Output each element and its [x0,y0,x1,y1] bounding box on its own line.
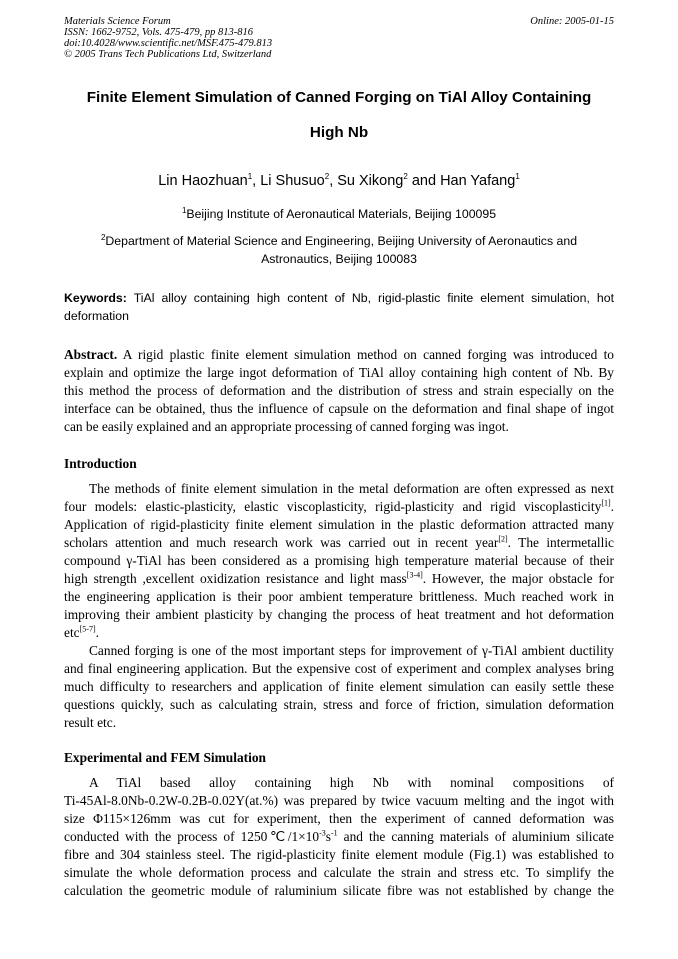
intro-p1-line-7: the engineering application is their poor ambient temperature brittleness. Much reached work in [64,589,614,604]
keywords-text: TiAl alloy containing high content of Nb, rigid-plastic finite element simulation, hot [133,291,614,305]
intro-p1-line-8: improving their ambient plasticity by changing the process of heat treatment and hot deformation [64,607,614,622]
intro-p2-line-4: questions quickly, such as calculating strain, stress and force of friction, simulation deformation [64,697,614,712]
introduction-heading: Introduction [64,456,137,471]
intro-p1-line-9 [64,624,614,642]
intro-text: . However, the major obstacle for [422,571,614,586]
intro-text: . The intermetallic [507,535,614,550]
intro-p1-line-4 [64,534,614,552]
keywords-line-2: deformation [64,309,129,323]
issn: ISSN: 1662-9752, Vols. 475-479, pp 813-816 [64,27,253,38]
affiliation-text: Department of Material Science and Engineering, Beijing University of Aeronautics and [105,234,578,248]
affiliation-2-line-2: Astronautics, Beijing 100083 [261,252,417,266]
abstract-line-4: interface can be obtained, thus the influence of capsule on the deformation and final shape of ingot [64,401,614,416]
affiliation-text: Beijing Institute of Aeronautical Materials, Beijing 100095 [186,207,497,221]
author-sup: 1 [515,172,520,182]
citation: [3-4] [406,570,423,580]
author-name: Li Shusuo [260,173,325,189]
exp-line-3: size Φ115×126mm was cut for experiment, then the experiment of canned deformation was [64,811,614,826]
author-sup: 1 [247,172,253,182]
exponent: -1 [330,828,338,838]
intro-text: . [610,499,614,514]
exp-text: conducted with the process of 1250℃/1×10 [64,829,320,844]
author-separator: , [252,173,261,189]
paper-title-line-1: Finite Element Simulation of Canned Forging on TiAl Alloy Containing [86,89,592,106]
intro-p2-line-5: result etc. [64,715,117,730]
citation: [1] [601,498,611,508]
citation: [5-7] [79,624,96,634]
author-sup: 2 [403,172,408,182]
abstract-line-1 [64,346,614,364]
abstract-line-2: explain and optimize the large ingot deformation of TiAl alloy containing high content of Nb. By [64,365,614,380]
intro-p1-line-6 [64,570,614,588]
exp-line-2: Ti-45Al-8.0Nb-0.2W-0.2B-0.02Y(at.%) was prepared by twice vacuum melting and the ingot with [64,793,614,808]
author-name: Su Xikong [337,173,404,189]
exp-text: and the canning materials of aluminium silicate [337,829,614,844]
intro-text: four models: elastic-plasticity, elastic viscoplasticity, rigid-plasticity and rigid viscoplasticity [64,499,602,514]
experimental-heading: Experimental and FEM Simulation [64,750,266,765]
exp-line-5: fibre and 304 stainless steel. The rigid-plasticity finite element module (Fig.1) was established to [64,847,614,862]
affiliation-2-line-1 [0,234,678,248]
copyright: © 2005 Trans Tech Publications Ltd, Switzerland [64,49,272,60]
keywords-line-1 [64,291,614,305]
intro-p1-line-1: The methods of finite element simulation in the metal deformation are often expressed as next [89,481,614,496]
intro-text: high strength ,excellent oxidization resistance and light mass [64,571,407,586]
intro-p2-line-1: Canned forging is one of the most important steps for improvement of γ-TiAl ambient ductility [89,643,614,658]
intro-text: etc [64,625,80,640]
authors [0,173,678,189]
intro-p2-line-3: much difficulty to researchers and application of finite element simulation can easily settle these [64,679,614,694]
author-separator: and [407,173,441,189]
author-name: Han Yafang [440,173,516,189]
exp-line-4 [64,828,614,846]
author-separator: , [329,173,338,189]
author-sup: 2 [324,172,330,182]
exp-line-1: A TiAl based alloy containing high Nb with nominal compositions of [89,775,614,790]
intro-p1-line-3: Application of rigid-plasticity finite element simulation in the plastic deformation attracted many [64,517,614,532]
affiliation-sup: 1 [181,205,187,215]
doi: doi:10.4028/www.scientific.net/MSF.475-479.813 [64,38,273,49]
paper-title-line-2: High Nb [309,124,369,141]
intro-p1-line-2 [64,498,614,516]
intro-p2-line-2: and final engineering application. But the expensive cost of experiment and complex analyses bring [64,661,614,676]
exp-line-6: simulate the whole deformation process and calculate the strain and stress etc. To simplify the [64,865,614,880]
affiliation-sup: 2 [100,232,106,242]
abstract-line-5: can be easily explained and an appropriate processing of canned forging was ingot. [64,419,509,434]
intro-p1-line-5: compound γ-TiAl has been considered as a promising high temperature material because of their [64,553,614,568]
exp-line-7: calculation the geometric module of raluminium silicate fibre was not established by change the [64,883,614,898]
author-name: Lin Haozhuan [158,173,248,189]
intro-text: scholars attention and much research work was carried out in recent year [64,535,499,550]
abstract-label: Abstract. [64,347,118,362]
online-date: Online: 2005-01-15 [530,16,614,27]
exponent: -3 [319,828,326,838]
intro-text: . [95,625,99,640]
abstract-line-3: this method the process of deformation and the distribution of stress and strain especially on the [64,383,614,398]
abstract-text: A rigid plastic finite element simulation method on canned forging was introduced to [122,347,614,362]
exp-text: s [325,829,331,844]
journal-name: Materials Science Forum [64,16,171,27]
affiliation-1 [0,207,678,221]
keywords-label: Keywords: [64,291,127,305]
citation: [2] [498,534,508,544]
